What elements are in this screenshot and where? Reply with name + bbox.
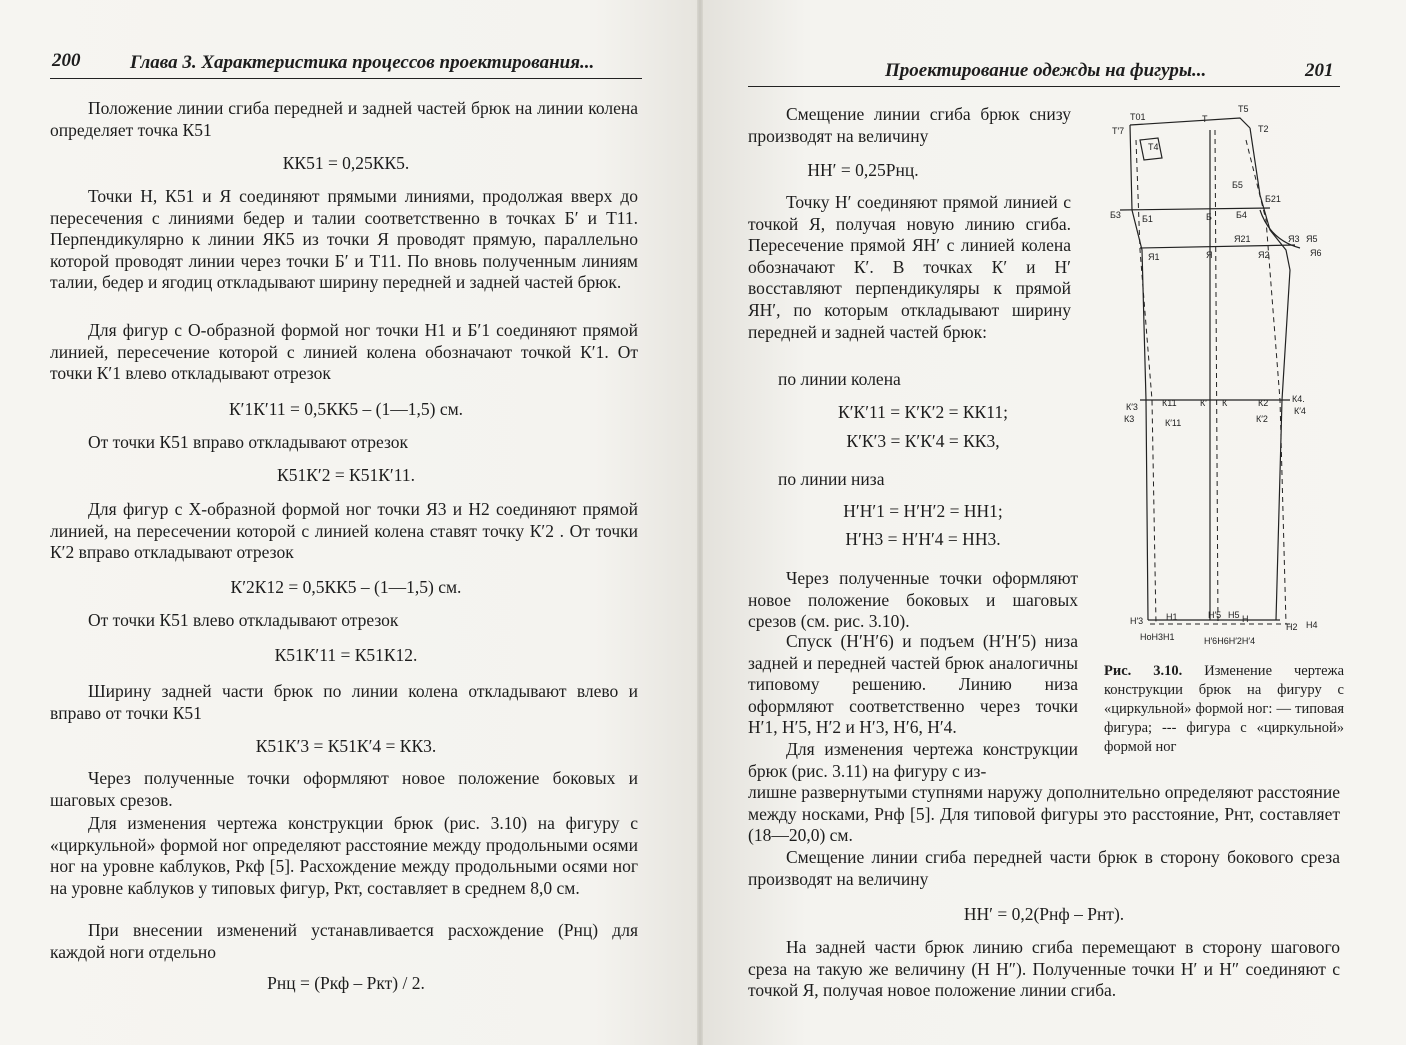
left-paragraph-7: Ширину задней части брюк по линии колена откладывают влево и вправо от точки К51 bbox=[50, 681, 638, 723]
left-running-head: Глава 3. Характеристика процессов проектирования... bbox=[130, 52, 595, 73]
svg-text:Я: Я bbox=[1206, 250, 1213, 260]
svg-text:Я2: Я2 bbox=[1258, 250, 1270, 260]
left-paragraph-5: Для фигур с Х-образной формой ног точки Я3 и Н2 соединяют прямой линией, на пересечении которой с линией колена ставят точку К′2 . От точки К′2 вправо откладывают отрезок bbox=[50, 499, 638, 563]
left-header-rule bbox=[50, 78, 642, 79]
svg-text:К′2: К′2 bbox=[1256, 414, 1268, 424]
svg-text:Б: Б bbox=[1206, 212, 1212, 222]
right-paragraph-1: Смещение линии сгиба брюк снизу производят на величину bbox=[748, 104, 1071, 146]
figure-caption-title: Рис. 3.10. bbox=[1104, 663, 1183, 679]
left-paragraph-8: Через полученные точки оформляют новое положение боковых и шаговых срезов. bbox=[50, 768, 638, 810]
svg-text:Н′6Н6Н′2Н′4: Н′6Н6Н′2Н′4 bbox=[1204, 636, 1256, 646]
svg-text:Т5: Т5 bbox=[1238, 104, 1249, 114]
right-page-number: 201 bbox=[1305, 60, 1334, 81]
figure-caption bbox=[1104, 662, 1344, 757]
svg-text:Н: Н bbox=[1242, 614, 1249, 624]
svg-text:Б3: Б3 bbox=[1110, 210, 1121, 220]
right-paragraph-2: Точку Н′ соединяют прямой линией с точкой Я, получая новую линию сгиба. Пересечение прямой ЯН′ с линией колена обозначают К′. В точках К′ и Н′ восставляют перпендикуляры к прямой ЯН′, по которым откладывают ширину передней и задней частей брюк: bbox=[748, 192, 1071, 342]
right-formula-3: К′К′3 = К′К′4 = КК3, bbox=[846, 431, 1000, 451]
svg-text:К′11: К′11 bbox=[1165, 418, 1182, 428]
svg-text:Т4: Т4 bbox=[1148, 142, 1159, 152]
left-formula-1: КК51 = 0,25КК5. bbox=[282, 153, 410, 173]
svg-text:Б5: Б5 bbox=[1232, 180, 1243, 190]
right-paragraph-6: Смещение линии сгиба передней части брюк в сторону бокового среза производят на величину bbox=[748, 847, 1340, 889]
right-formula-2: К′К′11 = К′К′2 = КК11; bbox=[838, 402, 1008, 422]
left-page-number: 200 bbox=[52, 50, 81, 71]
left-formula-4: К′2К12 = 0,5КК5 – (1—1,5) см. bbox=[230, 577, 462, 597]
left-paragraph-1: Положение линии сгиба передней и задней частей брюк на линии колена определяет точка К51 bbox=[50, 98, 638, 140]
svg-text:К11: К11 bbox=[1162, 398, 1177, 408]
svg-text:Т′7: Т′7 bbox=[1112, 126, 1125, 136]
svg-text:Н2: Н2 bbox=[1286, 622, 1298, 632]
outer-side-line bbox=[1130, 125, 1148, 620]
figure-caption-text: Изменение чертежа конструкции брюк на фигуру с «циркульной» формой ног: — типовая фигура; --- фигура с «циркульной» формой ног bbox=[1104, 663, 1344, 755]
right-running-head: Проектирование одежды на фигуры... bbox=[885, 60, 1207, 81]
svg-text:Т: Т bbox=[1202, 114, 1208, 124]
right-formula-5: Н′Н3 = Н′Н′4 = НН3. bbox=[845, 529, 1001, 549]
svg-text:Н′3: Н′3 bbox=[1130, 616, 1144, 626]
trouser-pattern-figure bbox=[1110, 100, 1350, 652]
svg-text:Я3: Я3 bbox=[1288, 234, 1300, 244]
svg-text:Т2: Т2 bbox=[1258, 124, 1269, 134]
right-paragraph-7: На задней части брюк линию сгиба перемещают в сторону шагового среза на такую же величину (Н Н″). Полученные точки Н′ и Н″ соединяют с точкой Я, получая новое положение линии сгиба. bbox=[748, 937, 1340, 1001]
left-paragraph-4: От точки К51 вправо откладывают отрезок bbox=[88, 432, 409, 452]
svg-text:Я6: Я6 bbox=[1310, 248, 1322, 258]
svg-text:Т01: Т01 bbox=[1130, 112, 1146, 122]
svg-text:К: К bbox=[1222, 398, 1228, 408]
svg-text:Я5: Я5 bbox=[1306, 234, 1318, 244]
svg-text:К3: К3 bbox=[1124, 414, 1135, 424]
svg-text:Н1: Н1 bbox=[1166, 612, 1178, 622]
svg-text:К2: К2 bbox=[1258, 398, 1269, 408]
left-paragraph-9: Для изменения чертежа конструкции брюк (рис. 3.10) на фигуру с «циркульной» формой ног определяют расстояние между продольными осями ног на уровне каблуков, Ркф [5]. Расхождение между продольными осями ног на уровне каблуков у типовых фигур, Ркт, составляет в среднем 8,0 см. bbox=[50, 813, 638, 898]
svg-text:Б21: Б21 bbox=[1265, 194, 1281, 204]
right-paragraph-5a: Для изменения чертежа конструкции брюк (рис. 3.11) на фигуру с из- bbox=[748, 739, 1078, 781]
svg-text:НоН3Н1: НоН3Н1 bbox=[1140, 632, 1175, 642]
left-formula-2: К′1К′11 = 0,5КК5 – (1—1,5) см. bbox=[228, 399, 464, 419]
svg-text:К′3: К′3 bbox=[1126, 402, 1138, 412]
svg-text:Н′5: Н′5 bbox=[1208, 610, 1222, 620]
left-formula-7: Рнц = (Ркф – Ркт) / 2. bbox=[267, 973, 425, 993]
left-formula-6: К51К′3 = К51К′4 = КК3. bbox=[255, 736, 437, 756]
svg-text:Н5: Н5 bbox=[1228, 610, 1240, 620]
right-label-bottom: по линии низа bbox=[778, 469, 885, 489]
right-paragraph-5b: лишне развернутыми ступнями наружу дополнительно определяют расстояние между носками, Рнф [5]. Для типовой фигуры это расстояние, Рнт, составляет (18—20,0) см. bbox=[748, 782, 1340, 846]
svg-text:Н4: Н4 bbox=[1306, 620, 1318, 630]
svg-text:Я21: Я21 bbox=[1234, 234, 1251, 244]
left-paragraph-10: При внесении изменений устанавливается расхождение (Рнц) для каждой ноги отдельно bbox=[50, 920, 638, 962]
svg-text:К′: К′ bbox=[1200, 398, 1207, 408]
right-formula-1: НН′ = 0,25Рнц. bbox=[807, 160, 919, 180]
left-formula-3: К51К′2 = К51К′11. bbox=[277, 465, 415, 485]
left-paragraph-6: От точки К51 влево откладывают отрезок bbox=[88, 610, 399, 630]
left-paragraph-2: Точки Н, К51 и Я соединяют прямыми линиями, продолжая вверх до пересечения с линиями бедер и талии соответственно в точках Б′ и Т11. Перпендикулярно к линии ЯК5 из точки Я проводят прямую, параллельно которой проводят линии через точки Б′ и Т11. По вновь полученным линиям талии, бедер и ягодиц откладывают ширину передней и задней частей брюк. bbox=[50, 186, 638, 293]
svg-text:Я1: Я1 bbox=[1148, 252, 1160, 262]
svg-text:К′4: К′4 bbox=[1294, 406, 1306, 416]
left-formula-5: К51К′11 = К51К12. bbox=[274, 645, 418, 665]
svg-text:К4.: К4. bbox=[1292, 394, 1305, 404]
svg-text:Б1: Б1 bbox=[1142, 214, 1153, 224]
right-label-knee: по линии колена bbox=[778, 369, 901, 389]
right-paragraph-3: Через полученные точки оформляют новое положение боковых и шаговых срезов (см. рис. 3.10). bbox=[748, 568, 1078, 632]
right-formula-4: Н′Н′1 = Н′Н′2 = НН1; bbox=[843, 501, 1003, 521]
right-formula-6: НН′ = 0,2(Рнф – Рнт). bbox=[963, 904, 1125, 924]
right-header-rule bbox=[748, 86, 1340, 87]
book-gutter bbox=[697, 0, 703, 1045]
svg-text:Б4: Б4 bbox=[1236, 210, 1247, 220]
right-paragraph-4: Спуск (Н′Н′6) и подъем (Н′Н′5) низа задней и передней частей брюк аналогичны типовому решению. Линию низа оформляют соответственно через точки Н′1, Н′5, Н′2 и Н′3, Н′6, Н′4. bbox=[748, 631, 1078, 738]
left-paragraph-3: Для фигур с О-образной формой ног точки Н1 и Б′1 соединяют прямой линией, пересечение которой с линией колена обозначают точкой К′1. От точки К′1 влево откладывают отрезок bbox=[50, 320, 638, 384]
waist-line bbox=[1130, 118, 1250, 128]
